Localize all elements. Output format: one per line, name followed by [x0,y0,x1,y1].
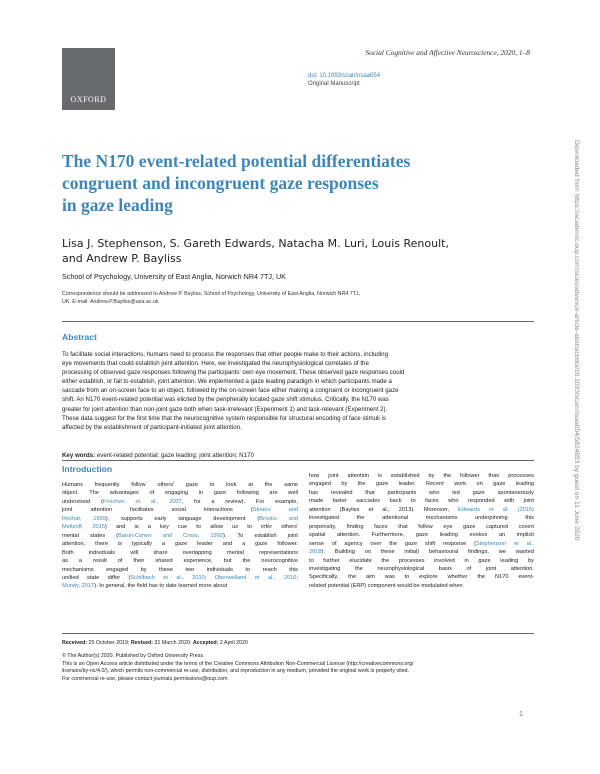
affiliation: School of Psychology, University of East Anglia, Norwich NR4 7TJ, UK [62,272,286,281]
oxford-logo [62,48,115,110]
body-text: engaged by the gaze leader. Recent work on gaze leading [309,481,534,488]
citation-link[interactable]: Oberwelland et al., 2016 [214,574,297,581]
oxford-logo-text: OXFORD [70,95,107,104]
abstract-line: either establish, or fail to establish, joint attention. We implemented a gaze leading paradigm in which participants made a [62,378,392,386]
body-text: Both individuals will share overlapping mental representations [62,549,298,556]
author-line: Lisa J. Stephenson, S. Gareth Edwards, Natacha M. Luri, Louis Renoult, [62,237,449,250]
body-text-line [62,566,298,574]
revised-label: Revised: [130,640,154,646]
body-text-line [309,548,534,556]
intro-column-left [62,481,298,591]
body-text-line [309,514,534,522]
title-line: in gaze leading [62,195,173,215]
citation-link[interactable]: Striano and [252,507,298,514]
body-text-line [309,497,534,505]
citation-link[interactable]: Mundy, 2017 [62,583,95,590]
body-text: propensity, finding faces that follow eye gaze captured covert [309,523,534,530]
body-text-line [62,489,298,497]
body-text: , for a review). For example, [181,498,299,505]
author-list [62,236,522,266]
body-text-line [62,574,298,582]
abstract-line: eye movements that could establish joint attention. Here, we investigated the neurophysiological correlates of the [62,360,369,368]
download-note-text: Downloaded from https://academic.oup.com/scan/advance-article-abstract/doi/10.1093/scan/nsaa054/5824853 by guest on 11 June 2020 [573,140,580,541]
body-text: mental states ( [62,532,118,539]
introduction-heading: Introduction [62,464,113,474]
body-text: Humans frequently follow others' gaze to look at the same [62,482,298,488]
divider [62,460,534,461]
body-text-line [62,549,298,557]
body-text: sense of agency over the gaze shift response ( [309,540,476,547]
body-text: how joint attention is established by the follower than processes [309,473,534,479]
license-line: licenses/by-nc/4.0/), which permits non-commercial re-use, distribution, and reproduction in any medium, provided the original work is properly cited. [62,668,410,675]
abstract-line: saccade from an on-screen face to an object, followed by the on-screen face either making a congruent or incongruent gaze [62,387,399,395]
citation-link[interactable]: 2018 [309,549,322,556]
body-text: related potential (ERP) component would be modulated when [309,582,463,589]
correspondence [62,290,532,306]
license-line: For commercial re-use, please contact journals.permissions@oup.com [62,675,228,682]
body-text-line [62,582,298,590]
citation-link[interactable]: Schilbach et al., 2010 [130,574,205,581]
body-text: spatial attention. Furthermore, gaze leading evokes an implicit [309,532,534,539]
abstract-line: These data suggest for the first time that the neurocognitive system responsible for structural encoding of face stimuli is [62,414,386,422]
license-line: © The Author(s) 2020. Published by Oxford University Press. [62,653,205,659]
keywords [62,452,254,459]
body-text: mechanisms engaged by these two individuals to reach this [62,566,298,573]
citation-link[interactable]: Meltzoff, 2015 [62,524,105,531]
abstract-line: To facilitate social interactions, humans need to process the responses that other people make to their actions, including [62,351,388,358]
received-label: Received: [62,640,88,646]
manuscript-type: Original Manuscript [308,81,360,87]
license-line: This is an Open Access article distributed under the terms of the Creative Commons Attribution Non-Commercial License (http://creativecommons.org/ [62,660,414,667]
body-text-line [62,540,298,548]
body-text: ) and is a key cue to allow us to infer others' [104,524,298,531]
author-line: and Andrew P. Bayliss [62,252,182,265]
body-text-line [62,515,298,523]
abstract-body [62,350,534,432]
body-text: Specifically, the aim was to explore whether the N170 event- [309,574,534,581]
body-text: made faster saccades back to faces who responded with joint [309,498,534,505]
title-line: congruent and incongruent gaze responses [62,173,379,193]
body-text: investigating the neurophysiological basis of joint attention. [309,565,534,572]
body-text: ). To establish joint [222,532,298,539]
citation-link[interactable]: Brooks and [259,515,298,522]
body-text: attention (Bayliss et al., 2013). Moreover, [309,506,458,513]
page-number: 1 [519,711,523,718]
body-text-line [62,481,298,489]
citation-link[interactable]: Rochat, 1999 [62,515,106,522]
body-text: ; [204,574,215,581]
body-text-line [62,523,298,531]
body-text-line [309,540,534,548]
body-text-line [62,557,298,565]
abstract-line: processing of observed gaze responses following the participants' own eye movement. These observed gaze responses could [62,369,405,377]
body-text-line [62,498,298,506]
body-text-line [309,531,534,539]
citation-link[interactable]: Edwards et al. (2015) [457,506,534,513]
revised-date: 31 March 2020; [154,640,192,646]
received-date: 25 October 2019; [88,640,130,646]
body-text: investigated the attentional mechanisms underpinning this [309,515,534,522]
body-text: has revealed that participants who led gaze spontaneously [309,489,534,496]
body-text: ; [296,574,298,581]
accepted-label: Accepted: [192,640,219,646]
body-text: as a result of their shared experience, but the neurocognitive [62,558,298,565]
body-text-line [309,480,534,488]
article-dates [62,640,248,646]
body-text: to further elucidate the processes involved in gaze leading by [309,557,534,564]
body-text: ). In general, the field has to date learned more about [94,583,228,590]
journal-citation: Social Cognitive and Affective Neuroscience, 2020, 1–8 [365,48,530,57]
abstract-line: affected by the establishment of participant-initiated joint attention. [62,423,242,431]
abstract-line: shift. An N170 event-related potential was elicited by the peripherally located gaze shift stimulus. Critically, the N170 was [62,396,389,404]
body-text: ), supports early language development ( [105,515,260,522]
divider [62,321,534,322]
abstract-line: greater for joint attention than non-joint gaze both when task-irrelevant (Experiment 1) and task-relevant (Experiment 2). [62,405,388,413]
body-text-line [309,573,534,581]
divider [62,633,534,634]
download-note [570,140,580,580]
accepted-date: 2 April 2020 [219,640,248,646]
keywords-label: Key words: [62,452,96,459]
body-text: unified state differ ( [62,574,131,581]
body-text: attention, there is typically a gaze leader and a gaze follower. [62,541,298,548]
intro-column-right [309,472,534,590]
citation-link[interactable]: Baron-Cohen and Cross, 1992 [117,532,223,539]
body-text-line [309,582,534,590]
article-title [62,150,522,216]
body-text-line [309,506,534,514]
license-notice [62,653,534,683]
body-text: ). Building on these initial) behavioural findings, we wanted [321,549,534,556]
body-text: understood ( [62,498,103,505]
title-line: The N170 event-related potential differentiates [62,151,411,171]
body-text-line [62,532,298,540]
body-text: object. The advantages of engaging in gaze following are well [62,490,298,497]
body-text-line [309,472,534,480]
citation-link[interactable]: Stephenson et al., [476,540,534,547]
body-text-line [309,565,534,573]
correspondence-line: UK. E-mail: Andrew.P.Bayliss@uea.ac.uk [62,299,159,305]
doi-link[interactable]: doi: 10.1093/scan/nsaa054 [308,73,381,79]
body-text-line [309,523,534,531]
body-text-line [62,506,298,514]
citation-link[interactable]: Frischen et al., 2007 [102,498,182,505]
keywords-text: event-related potential; gaze leading; joint attention; N170 [96,452,254,459]
correspondence-line: Correspondence should be addressed to Andrew P. Bayliss, School of Psychology, University of East Anglia, Norwich NR4 7TJ, [62,291,361,297]
body-text-line [309,557,534,565]
body-text-line [309,489,534,497]
abstract-heading: Abstract [62,332,97,342]
body-text: joint attention facilitates social interactions ( [62,507,253,514]
